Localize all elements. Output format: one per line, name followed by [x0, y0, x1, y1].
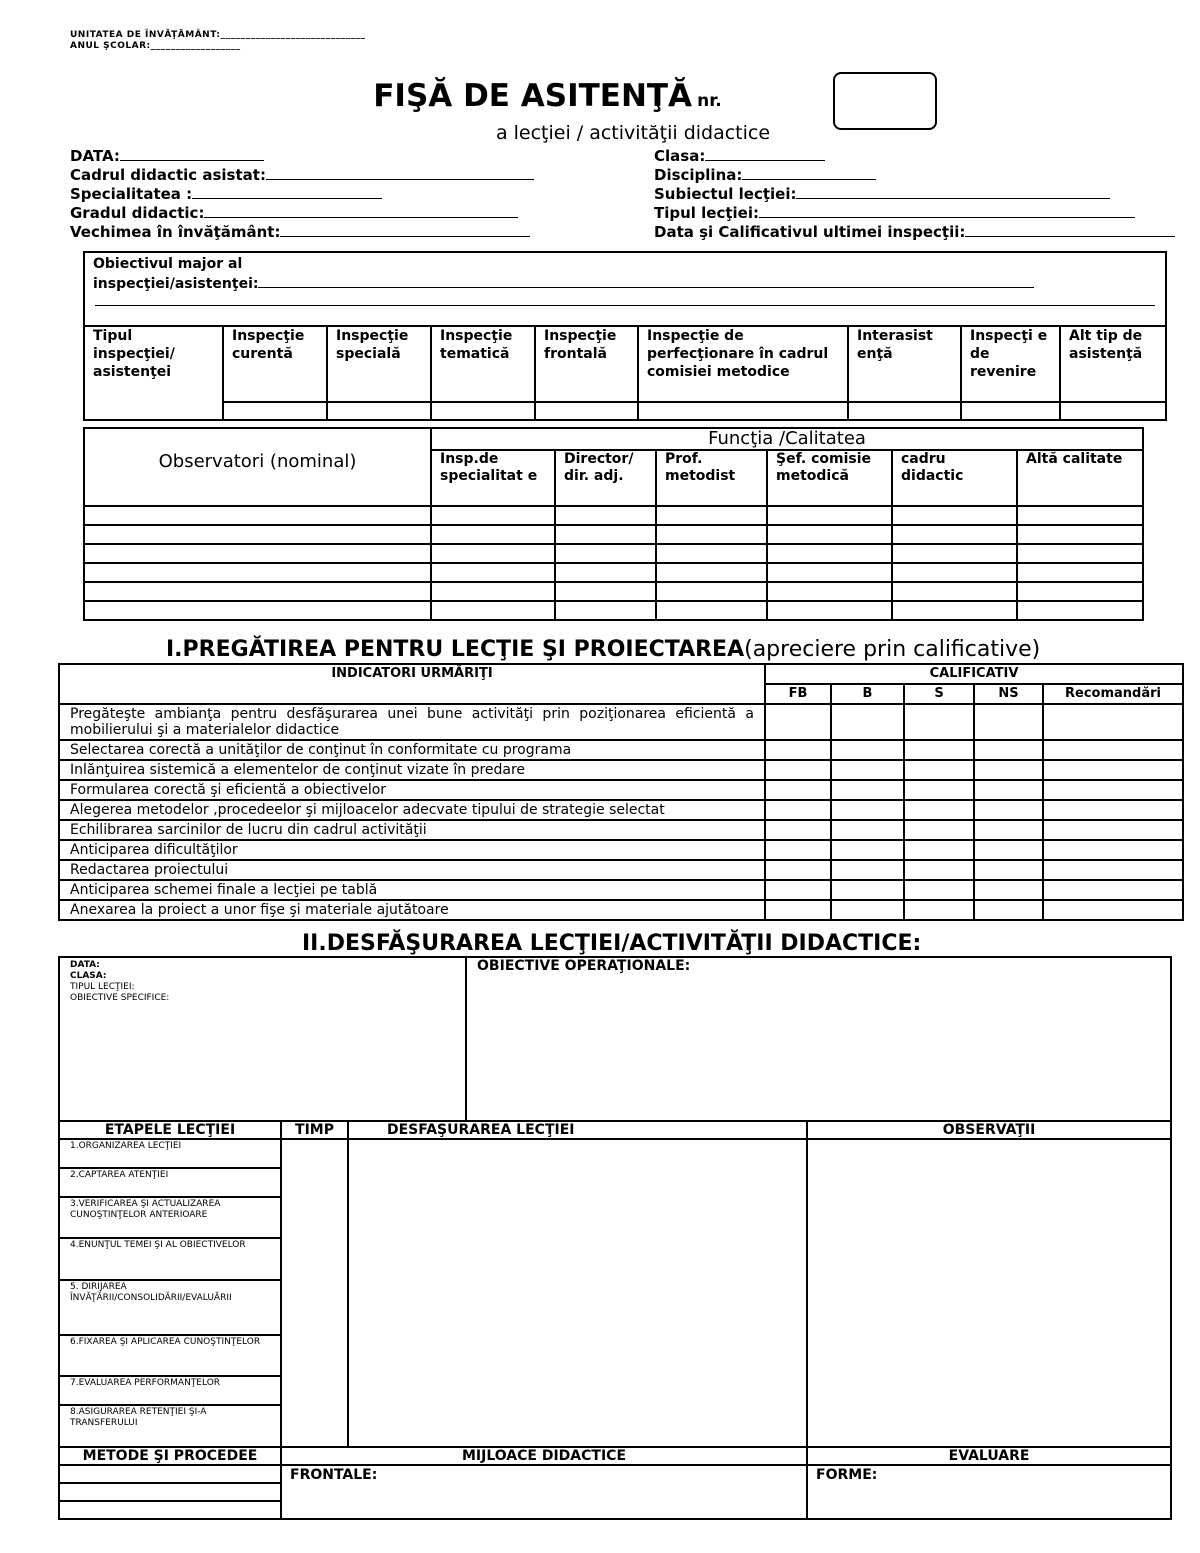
- indicators-header: INDICATORI URMĂRIŢI: [59, 664, 765, 704]
- indicator-row: Anexarea la proiect a unor fişe şi materiale ajutătoare: [59, 900, 1183, 920]
- info-grade: Gradul didactic:: [70, 203, 534, 222]
- inspection-type-label: Tipul inspecţiei/ asistenţei: [84, 326, 223, 420]
- label-clasa: CLASA:: [70, 971, 107, 981]
- observers-label: Observatori (nominal): [84, 428, 431, 506]
- label-tipul: TIPUL LECŢIEI:: [70, 982, 135, 992]
- stage-5: 5. DIRIJAREA ÎNVĂŢĂRII/CONSOLIDĂRII/EVALUĂRII: [59, 1280, 281, 1335]
- observer-row[interactable]: [84, 563, 1143, 582]
- grade-field[interactable]: [204, 203, 518, 218]
- info-right: [654, 146, 1175, 241]
- type-speciala: Inspecţie specială: [327, 326, 431, 402]
- observer-row[interactable]: [84, 582, 1143, 601]
- type-frontala: Inspecţie frontală: [535, 326, 638, 402]
- info-specialty: Specialitatea :: [70, 184, 534, 203]
- forme-cell[interactable]: [807, 1465, 1171, 1519]
- stage-8: 8.ASIGURAREA RETENŢIEI ŞI-A TRANSFERULUI: [59, 1405, 281, 1447]
- title-nr: nr.: [697, 91, 722, 111]
- info-discipline: Disciplina:: [654, 165, 1175, 184]
- check-frontala[interactable]: [535, 402, 638, 420]
- indicator-row: Anticiparea dificultăţilor: [59, 840, 1183, 860]
- col-etapele: ETAPELE LECŢIEI: [59, 1121, 281, 1139]
- role-cadru-didactic: cadru didactic: [892, 450, 1017, 506]
- observer-row[interactable]: [84, 601, 1143, 620]
- check-speciala[interactable]: [327, 402, 431, 420]
- grade-s: S: [904, 684, 974, 704]
- role-insp-specialitate: Insp.de specialitat e: [431, 450, 555, 506]
- observer-row[interactable]: [84, 544, 1143, 563]
- role-prof-metodist: Prof. metodist: [656, 450, 767, 506]
- type-revenire: Inspecţi e de revenire: [961, 326, 1060, 402]
- objective-line: [95, 305, 1155, 306]
- grade-ns: NS: [974, 684, 1043, 704]
- indicator-row: Alegerea metodelor ,procedeelor şi mijloacelor adecvate tipului de strategie selectat: [59, 800, 1183, 820]
- indicator-row: Inlănţuirea sistemică a elementelor de conţinut vizate în predare: [59, 760, 1183, 780]
- type-interasistenta: Interasist enţă: [848, 326, 961, 402]
- col-timp: TIMP: [281, 1121, 348, 1139]
- type-tematica: Inspecţie tematică: [431, 326, 535, 402]
- grade-fb: FB: [765, 684, 831, 704]
- type-perfectionare: Inspecţie de perfecţionare în cadrul comisiei metodice: [638, 326, 848, 402]
- last-inspection-field[interactable]: [965, 222, 1175, 237]
- preparation-table: [58, 663, 1184, 921]
- obiective-operationale-label: OBIECTIVE OPERAŢIONALE:: [477, 958, 691, 974]
- lesson-meta-cell[interactable]: [59, 957, 466, 1121]
- check-revenire[interactable]: [961, 402, 1060, 420]
- discipline-field[interactable]: [742, 165, 876, 180]
- evaluare-header: EVALUARE: [807, 1447, 1171, 1465]
- observer-row[interactable]: [84, 525, 1143, 544]
- indicator-row: Echilibrarea sarcinilor de lucru din cadrul activităţii: [59, 820, 1183, 840]
- specialty-field[interactable]: [192, 184, 382, 199]
- check-interasistenta[interactable]: [848, 402, 961, 420]
- info-subject: Subiectul lecţiei:: [654, 184, 1175, 203]
- desfasurarea-cell[interactable]: [348, 1139, 807, 1447]
- class-field[interactable]: [705, 146, 825, 161]
- page-subtitle: a lecţiei / activităţii didactice: [495, 122, 771, 144]
- observatii-cell[interactable]: [807, 1139, 1171, 1447]
- info-date: DATA:: [70, 146, 534, 165]
- info-class: Clasa:: [654, 146, 1175, 165]
- metode-row[interactable]: [59, 1483, 281, 1501]
- inspection-type-table: [83, 251, 1167, 421]
- indicator-row: Pregăteşte ambianţa pentru desfăşurarea unei bune activităţi prin poziţionarea eficientă a mobilierului şi a materialelor didactice: [59, 704, 1183, 740]
- objective-cell[interactable]: [84, 252, 1166, 326]
- col-desfasurarea: DESFAŞURAREA LECŢIEI: [348, 1121, 807, 1139]
- indicator-row: Redactarea proiectului: [59, 860, 1183, 880]
- metode-row[interactable]: [59, 1465, 281, 1483]
- stage-7: 7.EVALUAREA PERFORMANŢELOR: [59, 1376, 281, 1405]
- check-alt-tip[interactable]: [1060, 402, 1166, 420]
- teacher-field[interactable]: [266, 165, 534, 180]
- timp-cell[interactable]: [281, 1139, 348, 1447]
- stage-3: 3.VERIFICAREA ŞI ACTUALIZAREA CUNOŞTINŢELOR ANTERIOARE: [59, 1197, 281, 1238]
- metode-row[interactable]: [59, 1501, 281, 1519]
- label-data: DATA:: [70, 960, 100, 970]
- check-tematica[interactable]: [431, 402, 535, 420]
- title-main: FIŞĂ DE ASITENŢĂ: [373, 78, 693, 114]
- frontale-cell[interactable]: [281, 1465, 807, 1519]
- type-alt-tip: Alt tip de asistenţă: [1060, 326, 1166, 402]
- section2-title: II.DESFĂŞURAREA LECŢIEI/ACTIVITĂŢII DIDACTICE:: [302, 931, 922, 956]
- stage-4: 4.ENUNŢUL TEMEI ŞI AL OBIECTIVELOR: [59, 1238, 281, 1280]
- page-title: [0, 78, 1200, 114]
- lesson-type-field[interactable]: [759, 203, 1135, 218]
- grade-b: B: [831, 684, 904, 704]
- objective-label: Obiectivul major al: [93, 256, 243, 272]
- indicator-row: Anticiparea schemei finale a lecţiei pe tablă: [59, 880, 1183, 900]
- col-observatii: OBSERVAŢII: [807, 1121, 1171, 1139]
- functie-header: Funcţia /Calitatea: [431, 428, 1143, 450]
- subject-field[interactable]: [796, 184, 1110, 199]
- info-last-inspection: Data şi Calificativul ultimei inspecţii:: [654, 222, 1175, 241]
- role-director: Director/ dir. adj.: [555, 450, 656, 506]
- check-curenta[interactable]: [223, 402, 327, 420]
- indicator-row: Selectarea corectă a unităţilor de conţinut în conformitate cu programa: [59, 740, 1183, 760]
- type-curenta: Inspecţie curentă: [223, 326, 327, 402]
- objective-label-2: inspecţiei/asistenţei:: [93, 276, 259, 292]
- observers-table: [83, 427, 1144, 621]
- grade-recomandari: Recomandări: [1043, 684, 1183, 704]
- role-alta-calitate: Altă calitate: [1017, 450, 1143, 506]
- info-left: [70, 146, 534, 241]
- role-sef-comisie: Şef. comisie metodică: [767, 450, 892, 506]
- info-lesson-type: Tipul lecţiei:: [654, 203, 1175, 222]
- metode-header: METODE ŞI PROCEDEE: [59, 1447, 281, 1465]
- school-unit-line: UNITATEA DE ÎNVĂŢĂMÂNT:_____________________________: [70, 30, 366, 40]
- info-seniority: Vechimea în învăţământ:: [70, 222, 534, 241]
- observer-row[interactable]: [84, 506, 1143, 525]
- check-perfectionare[interactable]: [638, 402, 848, 420]
- seniority-field[interactable]: [280, 222, 530, 237]
- section1-title: I.PREGĂTIREA PENTRU LECŢIE ŞI PROIECTAREA(apreciere prin calificative): [166, 637, 1041, 662]
- calificativ-header: CALIFICATIV: [765, 664, 1183, 684]
- date-field[interactable]: [120, 146, 264, 161]
- obiective-operationale-cell[interactable]: [466, 957, 1171, 1121]
- info-teacher: Cadrul didactic asistat:: [70, 165, 534, 184]
- lesson-table: [58, 956, 1172, 1520]
- stage-2: 2.CAPTAREA ATENŢIEI: [59, 1168, 281, 1197]
- stage-6: 6.FIXAREA ŞI APLICAREA CUNOŞTINŢELOR: [59, 1335, 281, 1376]
- stage-1: 1.ORGANIZAREA LECŢIEI: [59, 1139, 281, 1168]
- indicator-row: Formularea corectă şi eficientă a obiectivelor: [59, 780, 1183, 800]
- school-year-line: ANUL ŞCOLAR:__________________: [70, 41, 241, 51]
- frontale-label: FRONTALE:: [290, 1467, 378, 1483]
- label-obiective-specifice: OBIECTIVE SPECIFICE:: [70, 993, 170, 1003]
- objective-field[interactable]: [258, 273, 1034, 288]
- forme-label: FORME:: [816, 1467, 878, 1483]
- mijloace-header: MIJLOACE DIDACTICE: [281, 1447, 807, 1465]
